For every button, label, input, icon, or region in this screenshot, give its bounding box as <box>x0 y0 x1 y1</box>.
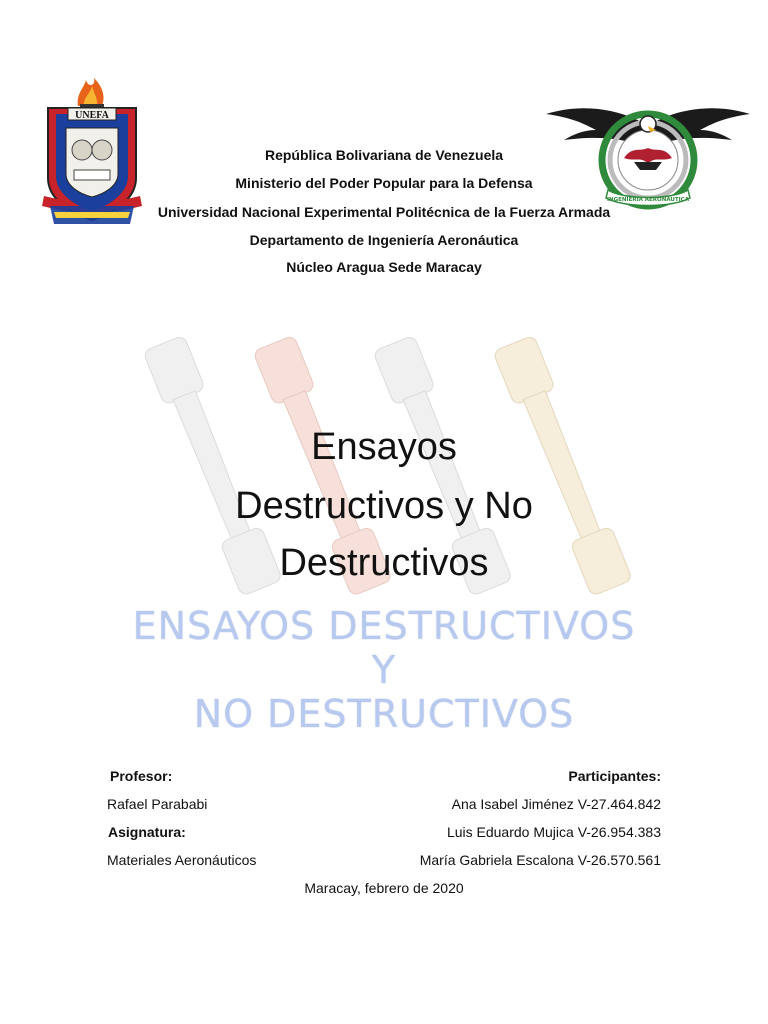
decorative-title-line-3: NO DESTRUCTIVOS <box>193 692 575 736</box>
title-line-3: Destructivos <box>279 542 489 584</box>
participant-3: María Gabriela Escalona V-26.570.561 <box>419 852 661 868</box>
asignatura-name: Materiales Aeronáuticos <box>107 852 257 868</box>
title-line-1: Ensayos <box>311 426 457 468</box>
participant-2: Luis Eduardo Mujica V-26.954.383 <box>446 824 661 840</box>
seal-banner-text: UNEFA <box>75 110 109 121</box>
participant-1: Ana Isabel Jiménez V-27.464.842 <box>451 796 661 812</box>
place-date: Maracay, febrero de 2020 <box>304 880 464 896</box>
participantes-label: Participantes: <box>568 768 661 784</box>
header-line-campus: Núcleo Aragua Sede Maracay <box>286 259 482 275</box>
emblem-banner-text: INGENIERÍA AERONÁUTICA <box>607 197 689 203</box>
profesor-label: Profesor: <box>110 768 173 784</box>
asignatura-label: Asignatura: <box>108 824 186 840</box>
title-line-2: Destructivos y No <box>235 485 533 527</box>
decorative-title-line-2: Y <box>371 648 397 692</box>
profesor-name: Rafael Parababi <box>107 796 208 812</box>
header-line-department: Departamento de Ingeniería Aeronáutica <box>249 232 519 248</box>
header-line-university: Universidad Nacional Experimental Politécnica de la Fuerza Armada <box>157 204 611 220</box>
header-line-ministry: Ministerio del Poder Popular para la Defensa <box>235 175 533 191</box>
header-line-country: República Bolivariana de Venezuela <box>264 147 504 163</box>
decorative-title-line-1: ENSAYOS DESTRUCTIVOS <box>132 604 636 648</box>
